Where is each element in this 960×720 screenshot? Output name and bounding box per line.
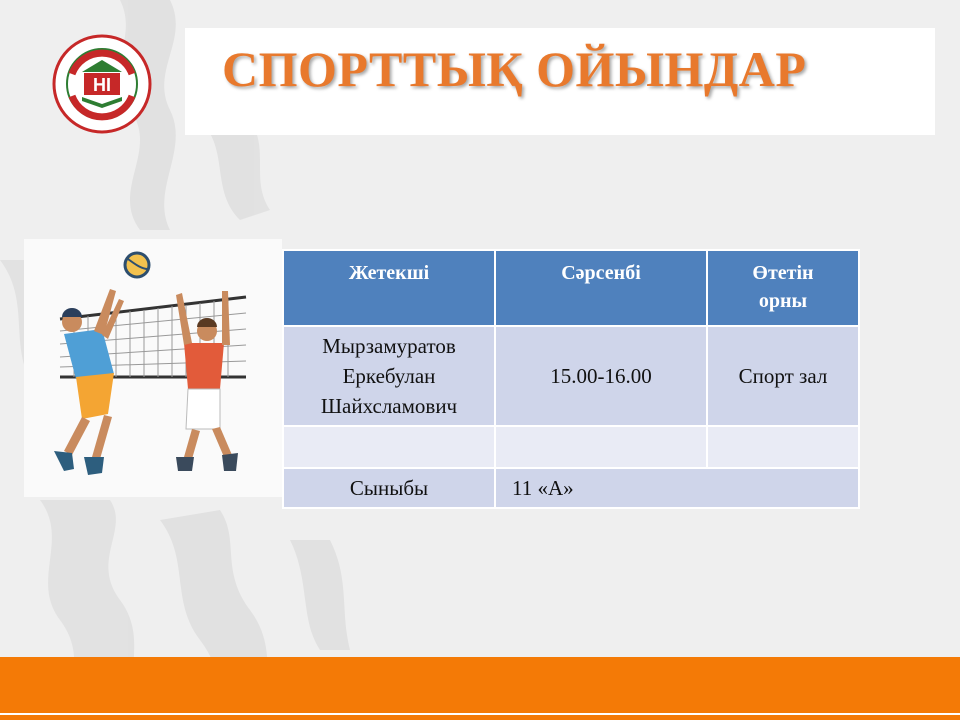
schedule-table (282, 249, 860, 509)
volleyball-illustration (24, 239, 282, 497)
table-header-row (283, 250, 859, 326)
table-row (283, 326, 859, 426)
header-day: Сәрсенбі (495, 250, 707, 326)
empty-cell (707, 426, 859, 468)
table-row-class (283, 468, 859, 508)
table-row-empty (283, 426, 859, 468)
svg-text:НІ: НІ (93, 75, 111, 95)
cell-class-label: Сыныбы (283, 468, 495, 508)
header-leader: Жетекші (283, 250, 495, 326)
cell-place: Спорт зал (707, 326, 859, 426)
cell-leader-name: Мырзамуратов Еркебулан Шайхсламович (283, 326, 495, 426)
empty-cell (495, 426, 707, 468)
school-logo (52, 34, 152, 134)
cell-time: 15.00-16.00 (495, 326, 707, 426)
cell-class-value: 11 «А» (495, 468, 859, 508)
footer-divider (0, 713, 960, 715)
footer-bar (0, 657, 960, 720)
empty-cell (283, 426, 495, 468)
page-title: СПОРТТЫҚ ОЙЫНДАР (222, 41, 807, 97)
header-place: Өтетін орны (707, 250, 859, 326)
